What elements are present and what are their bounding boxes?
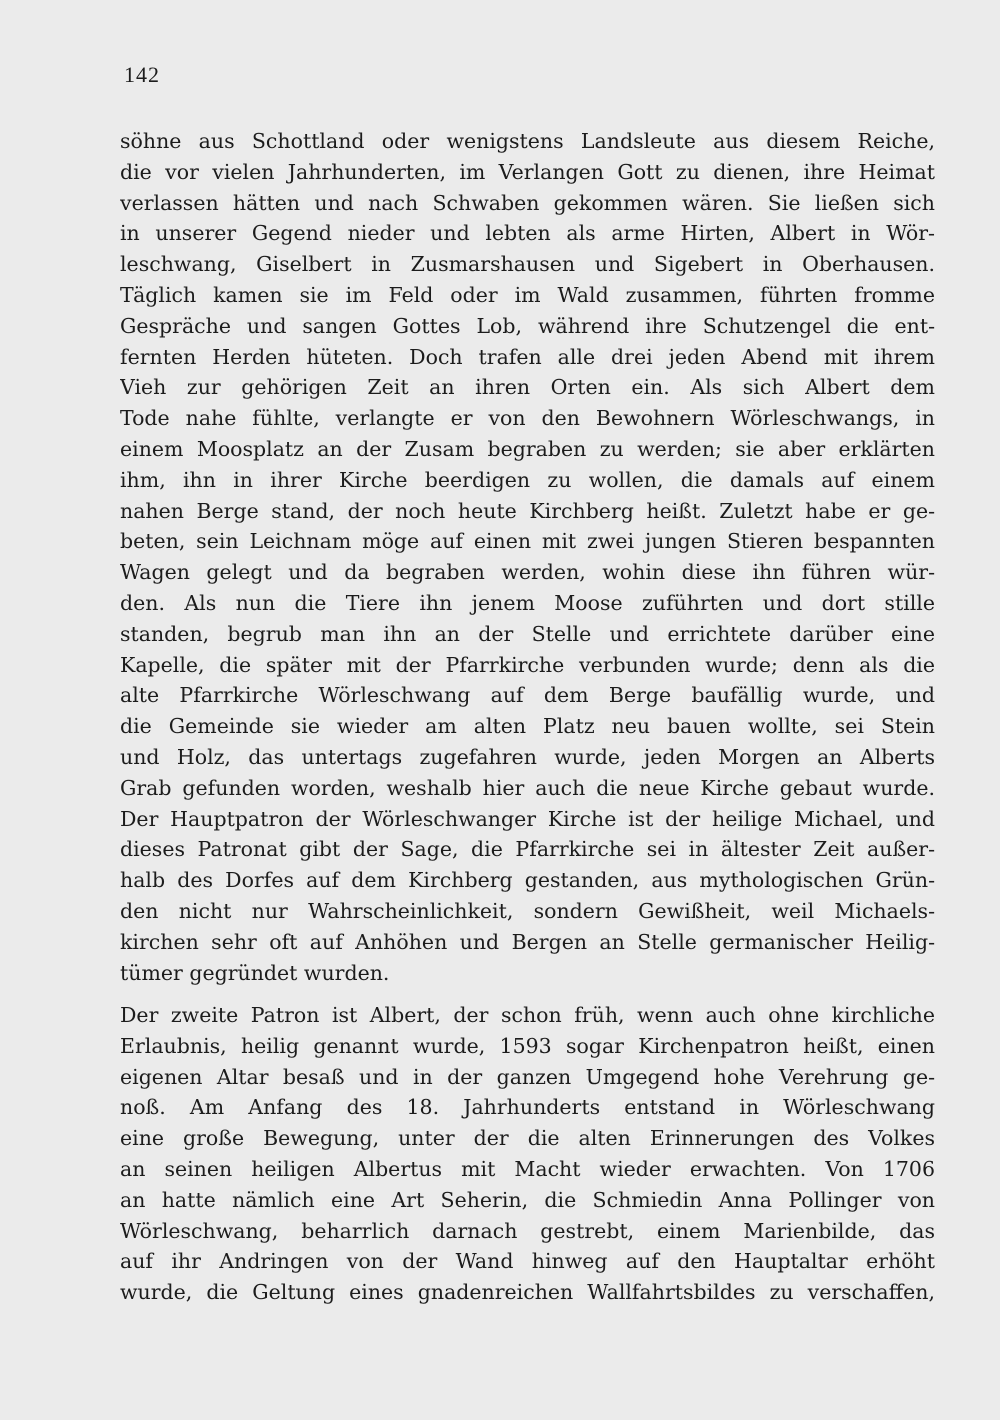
text-line: dieses Patronat gibt der Sage, die Pfarrkirche sei in ältester Zeit außer- bbox=[120, 837, 935, 862]
text-line: eigenen Altar besaß und in der ganzen Umgegend hohe Verehrung ge- bbox=[120, 1064, 935, 1089]
text-line: wurde, die Geltung eines gnadenreichen Wallfahrtsbildes zu verschaffen, bbox=[120, 1280, 935, 1305]
text-line: alte Pfarrkirche Wörleschwang auf dem Berge baufällig wurde, und bbox=[120, 683, 935, 708]
text-line: den. Als nun die Tiere ihn jenem Moose zuführten und dort stille bbox=[120, 590, 935, 615]
paragraph-2 bbox=[120, 1000, 935, 1308]
text-line: halb des Dorfes auf dem Kirchberg gestanden, aus mythologischen Grün- bbox=[120, 868, 935, 893]
text-line: Gespräche und sangen Gottes Lob, während ihre Schutzengel die ent- bbox=[120, 313, 935, 338]
text-line: Vieh zur gehörigen Zeit an ihren Orten ein. Als sich Albert dem bbox=[120, 375, 935, 400]
text-line: beten, sein Leichnam möge auf einen mit zwei jungen Stieren bespannten bbox=[120, 529, 935, 554]
text-line: Wagen gelegt und da begraben werden, wohin diese ihn führen wür- bbox=[120, 560, 935, 585]
text-line: Täglich kamen sie im Feld oder im Wald zusammen, führten fromme bbox=[120, 282, 935, 307]
text-line: söhne aus Schottland oder wenigstens Landsleute aus diesem Reiche, bbox=[120, 129, 935, 153]
text-line: fernten Herden hüteten. Doch trafen alle drei jeden Abend mit ihrem bbox=[120, 344, 935, 369]
text-line: an seinen heiligen Albertus mit Macht wieder erwachten. Von 1706 bbox=[120, 1156, 935, 1181]
text-line: auf ihr Andringen von der Wand hinweg auf den Hauptaltar erhöht bbox=[120, 1249, 935, 1274]
text-line: die Gemeinde sie wieder am alten Platz neu bauen wollte, sei Stein bbox=[120, 714, 935, 739]
text-line: in unserer Gegend nieder und lebten als arme Hirten, Albert in Wör- bbox=[120, 221, 935, 246]
text-line: eine große Bewegung, unter der die alten Erinnerungen des Volkes bbox=[120, 1126, 935, 1151]
text-line: leschwang, Giselbert in Zusmarshausen und Sigebert in Oberhausen. bbox=[120, 252, 935, 277]
text-line: tümer gegründet wurden. bbox=[120, 960, 390, 985]
text-line: kirchen sehr oft auf Anhöhen und Bergen an Stelle germanischer Heilig- bbox=[120, 929, 935, 954]
text-line: an hatte nämlich eine Art Seherin, die Schmiedin Anna Pollinger von bbox=[120, 1187, 935, 1212]
text-line: die vor vielen Jahrhunderten, im Verlangen Gott zu dienen, ihre Heimat bbox=[120, 159, 935, 184]
text-line: ihm, ihn in ihrer Kirche beerdigen zu wollen, die damals auf einem bbox=[120, 467, 935, 492]
text-line: nahen Berge stand, der noch heute Kirchberg heißt. Zuletzt habe er ge- bbox=[120, 498, 935, 523]
text-line: Der zweite Patron ist Albert, der schon früh, wenn auch ohne kirchliche bbox=[120, 1003, 935, 1027]
text-line: standen, begrub man ihn an der Stelle und errichtete darüber eine bbox=[120, 621, 935, 646]
text-line: den nicht nur Wahrscheinlichkeit, sondern Gewißheit, weil Michaels- bbox=[120, 898, 935, 923]
text-line: Kapelle, die später mit der Pfarrkirche verbunden wurde; denn als die bbox=[120, 652, 935, 677]
text-line: und Holz, das untertags zugefahren wurde, jeden Morgen an Alberts bbox=[120, 744, 935, 769]
text-line: verlassen hätten und nach Schwaben gekommen wären. Sie ließen sich bbox=[120, 190, 935, 215]
text-line: noß. Am Anfang des 18. Jahrhunderts entstand in Wörleschwang bbox=[120, 1095, 935, 1120]
text-line: Grab gefunden worden, weshalb hier auch die neue Kirche gebaut wurde. bbox=[120, 775, 935, 800]
text-line: Der Hauptpatron der Wörleschwanger Kirche ist der heilige Michael, und bbox=[120, 806, 935, 831]
text-line: einem Moosplatz an der Zusam begraben zu werden; sie aber erklärten bbox=[120, 436, 935, 461]
page-number: 142 bbox=[124, 62, 160, 87]
text-line: Erlaubnis, heilig genannt wurde, 1593 sogar Kirchenpatron heißt, einen bbox=[120, 1033, 935, 1058]
paragraph-1 bbox=[120, 126, 935, 988]
text-line: Tode nahe fühlte, verlangte er von den Bewohnern Wörleschwangs, in bbox=[120, 406, 935, 431]
text-line: Wörleschwang, beharrlich darnach gestrebt, einem Marienbilde, das bbox=[120, 1218, 935, 1243]
